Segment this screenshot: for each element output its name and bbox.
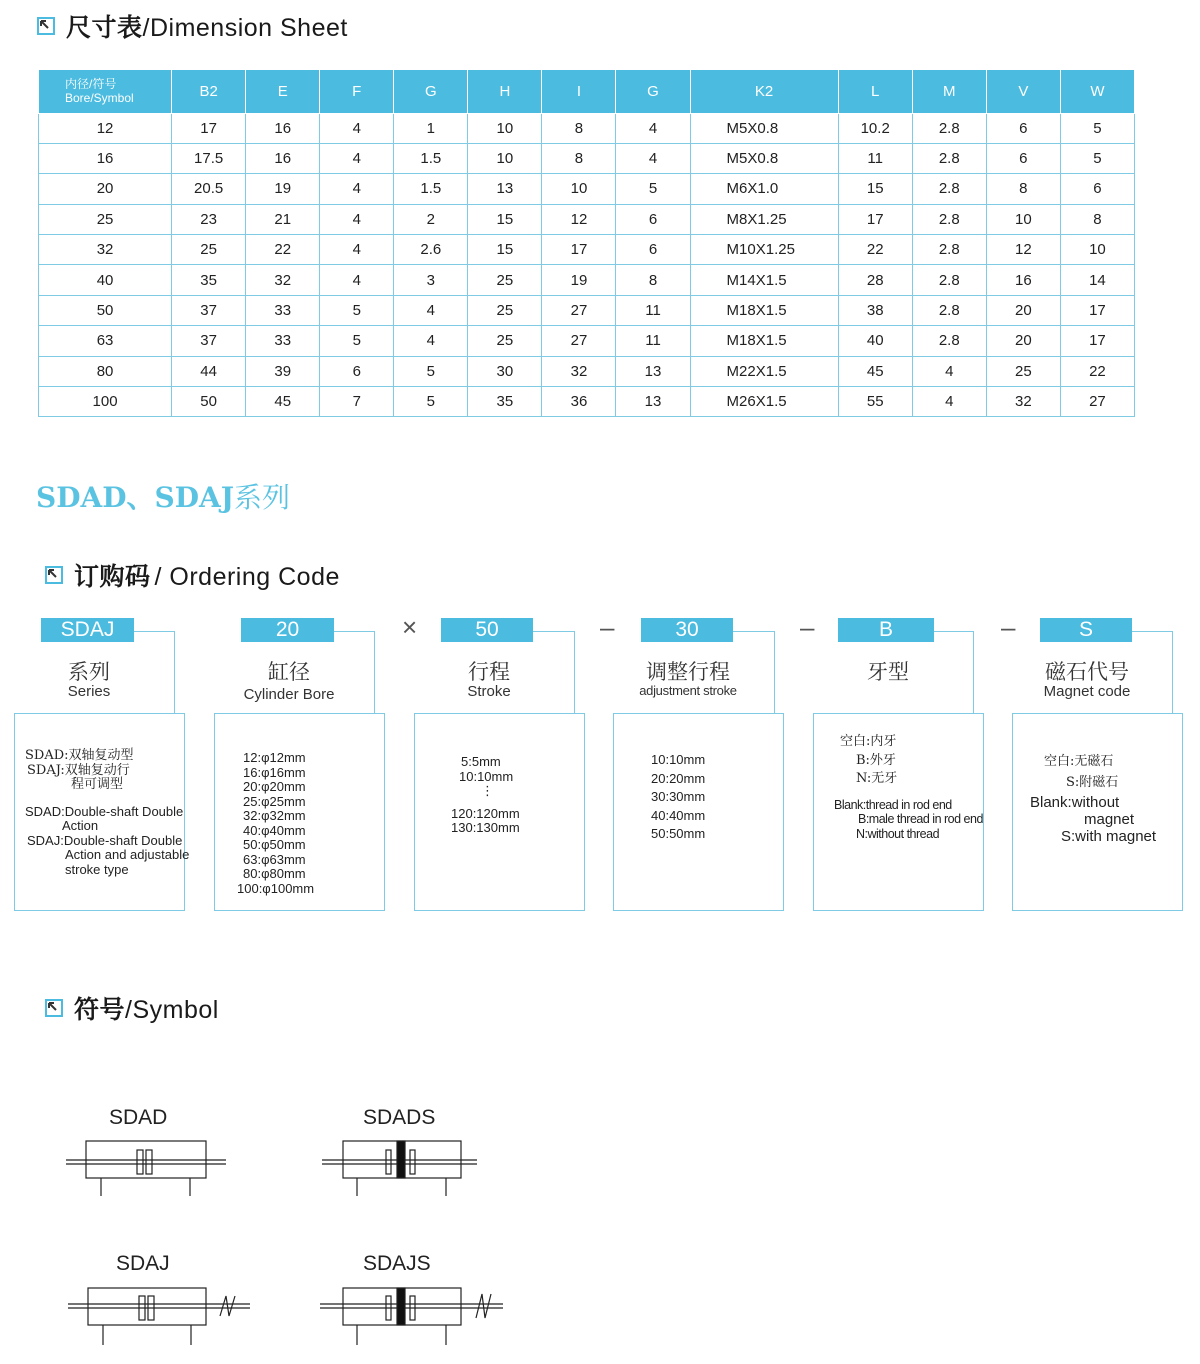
connector-line — [973, 631, 974, 713]
code-label-en: adjustment stroke — [639, 683, 737, 698]
series-title-suffix: 系列 — [233, 481, 290, 514]
code-options-box — [813, 713, 984, 911]
connector-line — [134, 631, 174, 632]
dash-separator: – — [600, 612, 615, 642]
table-cell: 45 — [838, 356, 912, 386]
code-option-line: 空白:内牙 — [840, 734, 897, 749]
code-option-line: 25:φ25mm — [243, 793, 306, 809]
code-option-line: 10:10mm — [651, 752, 706, 767]
table-cell: 27 — [542, 295, 616, 325]
dimension-heading-en: /Dimension Sheet — [142, 14, 348, 42]
table-cell: M18X1.5 — [690, 295, 838, 325]
table-cell: 8 — [542, 113, 616, 143]
table-cell: 16 — [986, 265, 1060, 295]
column-header: H — [468, 70, 542, 113]
column-header: W — [1060, 70, 1134, 113]
code-tag: 20 — [241, 618, 334, 642]
table-body — [39, 113, 1135, 417]
table-cell: 8 — [542, 143, 616, 173]
table-cell: 2.8 — [912, 295, 986, 325]
code-label-cn: 系列 — [68, 660, 110, 684]
dash-separator: – — [800, 612, 815, 642]
code-option-line: 100:φ100mm — [237, 880, 315, 896]
table-cell: 23 — [172, 204, 246, 234]
table-cell: 17 — [838, 204, 912, 234]
table-cell: 5 — [320, 326, 394, 356]
code-option-line: 50:φ50mm — [243, 837, 306, 852]
table-cell: 2.8 — [912, 174, 986, 204]
section-marker-icon — [44, 565, 64, 585]
table-cell: 15 — [468, 235, 542, 265]
ordering-code-heading — [44, 557, 340, 593]
table-cell: 4 — [320, 143, 394, 173]
code-option-line: 80:φ80mm — [243, 866, 306, 881]
table-cell: 28 — [838, 265, 912, 295]
table-row — [39, 235, 1135, 265]
column-header: G — [394, 70, 468, 113]
code-label-en: Cylinder Bore — [243, 686, 335, 703]
table-row — [39, 326, 1135, 356]
table-cell: 13 — [616, 356, 690, 386]
table-cell: 2.8 — [912, 143, 986, 173]
connector-line — [334, 631, 374, 632]
table-cell: 10.2 — [838, 113, 912, 143]
code-option-line: stroke type — [65, 861, 129, 877]
code-option-line: 130:130mm — [451, 820, 520, 835]
header-bore-cn: 内径/符号 — [65, 77, 117, 92]
code-label-en: Series — [67, 683, 111, 700]
code-option-line: N:without thread — [856, 826, 940, 841]
table-cell: 2.8 — [912, 204, 986, 234]
symbol-heading — [44, 990, 219, 1026]
code-options-box — [14, 713, 190, 911]
column-header: L — [838, 70, 912, 113]
table-row — [39, 113, 1135, 143]
table-row — [39, 204, 1135, 234]
table-cell: 35 — [172, 265, 246, 295]
table-cell: M8X1.25 — [690, 204, 838, 234]
table-cell: 10 — [468, 143, 542, 173]
table-cell: 15 — [838, 174, 912, 204]
code-option-line: 16:φ16mm — [243, 764, 306, 780]
table-cell: 33 — [246, 295, 320, 325]
code-option-line: N:无牙 — [856, 771, 898, 786]
symbol-label-sdad: SDAD — [109, 1106, 168, 1129]
code-option-line: magnet — [1084, 811, 1135, 828]
column-header: M — [912, 70, 986, 113]
bore-cell: 25 — [39, 204, 172, 234]
table-cell: 40 — [838, 326, 912, 356]
table-cell: 20 — [986, 295, 1060, 325]
code-option-line: 20:20mm — [651, 770, 706, 786]
table-cell: 6 — [1060, 174, 1134, 204]
bore-cell: 80 — [39, 356, 172, 386]
table-cell: M5X0.8 — [690, 113, 838, 143]
table-cell: 5 — [320, 295, 394, 325]
code-label-en: Magnet code — [1043, 683, 1131, 700]
table-row — [39, 174, 1135, 204]
table-cell: 4 — [912, 387, 986, 417]
table-cell: 19 — [542, 265, 616, 295]
table-cell: 45 — [246, 387, 320, 417]
code-option-line: S:附磁石 — [1066, 774, 1119, 790]
table-cell: 1.5 — [394, 174, 468, 204]
code-tag: 50 — [441, 618, 533, 642]
code-label-en: Stroke — [467, 683, 511, 700]
table-cell: 30 — [468, 356, 542, 386]
bore-cell: 40 — [39, 265, 172, 295]
table-cell: 4 — [394, 295, 468, 325]
connector-line — [1172, 631, 1173, 713]
table-cell: 17 — [1060, 295, 1134, 325]
connector-line — [174, 631, 175, 713]
table-cell: 5 — [1060, 143, 1134, 173]
table-cell: 6 — [986, 113, 1060, 143]
table-cell: 5 — [1060, 113, 1134, 143]
code-option-line: 50:50mm — [651, 826, 706, 841]
table-cell: 32 — [246, 265, 320, 295]
table-cell: 4 — [320, 204, 394, 234]
table-cell: M22X1.5 — [690, 356, 838, 386]
connector-line — [733, 631, 774, 632]
code-option-line: 程可调型 — [71, 777, 124, 792]
bore-cell: 32 — [39, 235, 172, 265]
table-cell: 4 — [320, 174, 394, 204]
code-option-line: 12:φ12mm — [243, 750, 306, 765]
code-option-line: SDAJ:双轴复动行 — [27, 762, 130, 778]
cylinder-symbol-sdajs — [320, 1288, 503, 1345]
dimension-sheet-heading — [36, 8, 348, 44]
table-cell: 10 — [1060, 235, 1134, 265]
table-cell: 12 — [542, 204, 616, 234]
column-header: G — [616, 70, 690, 113]
section-marker-icon — [44, 998, 64, 1018]
table-cell: 36 — [542, 387, 616, 417]
table-cell: M26X1.5 — [690, 387, 838, 417]
table-cell: 4 — [320, 265, 394, 295]
cylinder-symbol-sdad — [66, 1141, 226, 1196]
table-row — [39, 356, 1135, 386]
dash-separator: – — [1001, 612, 1016, 642]
table-cell: 22 — [1060, 356, 1134, 386]
table-cell: 7 — [320, 387, 394, 417]
symbol-label-sdads: SDADS — [363, 1106, 436, 1129]
series-title-main: SDAD、SDAJ — [36, 481, 234, 514]
table-cell: 1.5 — [394, 143, 468, 173]
table-cell: 19 — [246, 174, 320, 204]
symbol-label-sdaj: SDAJ — [116, 1252, 170, 1275]
table-cell: 10 — [986, 204, 1060, 234]
multiply-separator: × — [402, 612, 418, 642]
column-header: V — [986, 70, 1060, 113]
table-cell: 4 — [912, 356, 986, 386]
bore-cell: 50 — [39, 295, 172, 325]
code-tag: 30 — [641, 618, 733, 642]
table-cell: 6 — [986, 143, 1060, 173]
code-option-line: 10:10mm — [459, 768, 514, 784]
table-cell: 20.5 — [172, 174, 246, 204]
table-cell: 37 — [172, 326, 246, 356]
table-cell: 2.6 — [394, 235, 468, 265]
code-option-line: 40:φ40mm — [243, 822, 306, 838]
table-cell: 2.8 — [912, 265, 986, 295]
table-cell: 8 — [1060, 204, 1134, 234]
code-option-line: Blank:thread in rod end — [834, 797, 952, 812]
table-cell: 25 — [986, 356, 1060, 386]
code-option-line: SDAJ:Double-shaft Double — [27, 832, 183, 848]
column-header: B2 — [172, 70, 246, 113]
table-cell: 5 — [394, 356, 468, 386]
table-row — [39, 265, 1135, 295]
table-cell: 15 — [468, 204, 542, 234]
code-options-box — [1012, 713, 1183, 911]
code-option-line: SDAD:Double-shaft Double — [25, 803, 184, 819]
connector-line — [1132, 631, 1172, 632]
connector-line — [533, 631, 574, 632]
table-cell: 55 — [838, 387, 912, 417]
connector-line — [934, 631, 973, 632]
code-label-cn: 缸径 — [268, 660, 310, 684]
code-label-cn: 调整行程 — [646, 660, 730, 684]
table-cell: 14 — [1060, 265, 1134, 295]
table-cell: 10 — [542, 174, 616, 204]
table-cell: 17 — [542, 235, 616, 265]
table-cell: 12 — [986, 235, 1060, 265]
table-cell: 2.8 — [912, 326, 986, 356]
code-option-line: 空白:无磁石 — [1044, 754, 1114, 769]
table-cell: 17 — [172, 113, 246, 143]
table-cell: M14X1.5 — [690, 265, 838, 295]
table-cell: 21 — [246, 204, 320, 234]
code-option-line: 20:φ20mm — [243, 779, 306, 794]
code-option-line: Action — [62, 818, 99, 833]
table-cell: 16 — [246, 143, 320, 173]
code-option-line: Action and adjustable — [65, 847, 190, 862]
ordering-heading-en: / Ordering Code — [154, 563, 340, 591]
table-row — [39, 387, 1135, 417]
code-option-line: B:male thread in rod end — [858, 812, 983, 826]
table-cell: 27 — [1060, 387, 1134, 417]
bore-cell: 63 — [39, 326, 172, 356]
table-cell: 4 — [320, 113, 394, 143]
code-option-line: 63:φ63mm — [243, 851, 306, 867]
table-cell: M18X1.5 — [690, 326, 838, 356]
connector-line — [374, 631, 375, 713]
table-cell: 6 — [320, 356, 394, 386]
table-cell: 2.8 — [912, 113, 986, 143]
table-row — [39, 143, 1135, 173]
bore-cell: 16 — [39, 143, 172, 173]
table-cell: 1 — [394, 113, 468, 143]
bore-cell: 20 — [39, 174, 172, 204]
table-cell: 2 — [394, 204, 468, 234]
ordering-heading-cn: 订购码 — [74, 563, 151, 591]
table-cell: 17.5 — [172, 143, 246, 173]
header-bore-en: Bore/Symbol — [65, 91, 134, 106]
code-option-line: S:with magnet — [1061, 828, 1157, 845]
table-cell: 20 — [986, 326, 1060, 356]
table-cell: 13 — [468, 174, 542, 204]
table-cell: 44 — [172, 356, 246, 386]
table-cell: 10 — [468, 113, 542, 143]
column-header: F — [320, 70, 394, 113]
dimension-table — [38, 70, 1135, 417]
table-cell: 25 — [172, 235, 246, 265]
code-tag: S — [1040, 618, 1132, 642]
table-cell: 3 — [394, 265, 468, 295]
table-cell: 4 — [320, 235, 394, 265]
code-label-cn: 磁石代号 — [1045, 660, 1129, 684]
table-cell: 8 — [986, 174, 1060, 204]
table-cell: 11 — [616, 326, 690, 356]
table-cell: 25 — [468, 265, 542, 295]
code-options-box — [214, 713, 385, 911]
table-cell: 25 — [468, 295, 542, 325]
cylinder-symbol-sdads — [322, 1141, 477, 1196]
column-header: I — [542, 70, 616, 113]
bore-cell: 12 — [39, 113, 172, 143]
header-bore-symbol — [39, 70, 172, 113]
connector-line — [574, 631, 575, 713]
table-cell: 22 — [838, 235, 912, 265]
code-option-line: Blank:without — [1030, 794, 1120, 811]
code-tag: B — [838, 618, 934, 642]
table-cell: 4 — [616, 113, 690, 143]
table-cell: M10X1.25 — [690, 235, 838, 265]
table-cell: 39 — [246, 356, 320, 386]
code-option-line: B:外牙 — [856, 752, 896, 768]
symbol-label-sdajs: SDAJS — [363, 1252, 431, 1275]
column-header: K2 — [690, 70, 838, 113]
table-cell: 17 — [1060, 326, 1134, 356]
table-cell: M5X0.8 — [690, 143, 838, 173]
bore-cell: 100 — [39, 387, 172, 417]
connector-line — [774, 631, 775, 713]
code-options-box — [414, 713, 585, 911]
table-cell: 11 — [616, 295, 690, 325]
table-cell: 37 — [172, 295, 246, 325]
table-cell: M6X1.0 — [690, 174, 838, 204]
symbol-heading-cn: 符号 — [74, 996, 126, 1024]
table-cell: 5 — [616, 174, 690, 204]
table-cell: 22 — [246, 235, 320, 265]
cylinder-symbol-sdaj — [68, 1288, 250, 1345]
series-title — [36, 476, 290, 516]
table-cell: 6 — [616, 204, 690, 234]
table-cell: 32 — [986, 387, 1060, 417]
table-cell: 33 — [246, 326, 320, 356]
code-option-line: ⋮ — [481, 783, 494, 798]
table-cell: 4 — [394, 326, 468, 356]
code-option-line: SDAD:双轴复动型 — [25, 748, 134, 763]
code-label-cn: 牙型 — [867, 660, 909, 684]
code-option-line: 32:φ32mm — [243, 808, 306, 823]
code-option-line: 40:40mm — [651, 807, 706, 823]
code-options-box — [613, 713, 784, 911]
section-marker-icon — [36, 16, 56, 36]
column-header: E — [246, 70, 320, 113]
table-header-row — [39, 70, 1135, 113]
code-tag: SDAJ — [41, 618, 134, 642]
table-cell: 5 — [394, 387, 468, 417]
table-cell: 27 — [542, 326, 616, 356]
code-option-line: 120:120mm — [451, 805, 520, 821]
table-cell: 32 — [542, 356, 616, 386]
table-cell: 16 — [246, 113, 320, 143]
dimension-heading-cn: 尺寸表 — [66, 14, 143, 42]
table-row — [39, 295, 1135, 325]
table-cell: 35 — [468, 387, 542, 417]
table-cell: 11 — [838, 143, 912, 173]
table-cell: 25 — [468, 326, 542, 356]
table-cell: 6 — [616, 235, 690, 265]
table-cell: 13 — [616, 387, 690, 417]
code-option-line: 5:5mm — [461, 754, 501, 769]
table-cell: 38 — [838, 295, 912, 325]
code-label-cn: 行程 — [468, 660, 510, 684]
table-cell: 4 — [616, 143, 690, 173]
table-cell: 2.8 — [912, 235, 986, 265]
code-option-line: 30:30mm — [651, 789, 706, 804]
symbol-heading-en: /Symbol — [125, 996, 219, 1024]
table-cell: 50 — [172, 387, 246, 417]
table-cell: 8 — [616, 265, 690, 295]
